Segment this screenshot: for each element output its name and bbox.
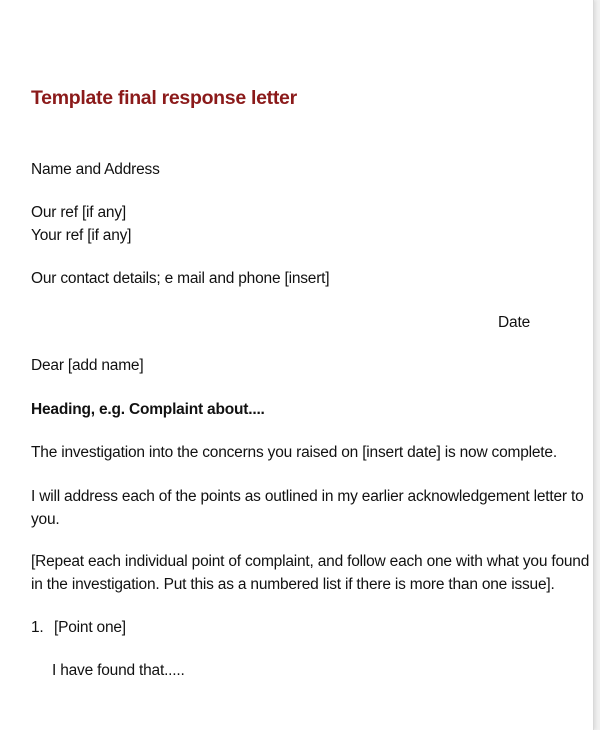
our-reference: Our ref [if any] — [31, 204, 126, 221]
name-and-address: Name and Address — [31, 161, 160, 178]
points-paragraph-line-1: I will address each of the points as outlined in my earlier acknowledgement letter to — [31, 488, 584, 505]
investigation-paragraph: The investigation into the concerns you raised on [insert date] is now complete. — [31, 444, 557, 461]
contact-details: Our contact details; e mail and phone [insert] — [31, 270, 330, 287]
list-item-label: [Point one] — [54, 619, 126, 636]
list-item-text: I have found that..... — [52, 662, 185, 679]
document-title: Template final response letter — [31, 87, 297, 109]
points-paragraph-line-2: you. — [31, 511, 60, 528]
instruction-paragraph-line-2: in the investigation. Put this as a numbered list if there is more than one issue]. — [31, 576, 555, 593]
salutation: Dear [add name] — [31, 357, 144, 374]
date-line: Date — [498, 314, 530, 331]
your-reference: Your ref [if any] — [31, 227, 132, 244]
instruction-paragraph-line-1: [Repeat each individual point of complaint, and follow each one with what you found — [31, 553, 590, 570]
list-item-number: 1. — [31, 619, 44, 636]
letter-heading: Heading, e.g. Complaint about.... — [31, 401, 265, 418]
